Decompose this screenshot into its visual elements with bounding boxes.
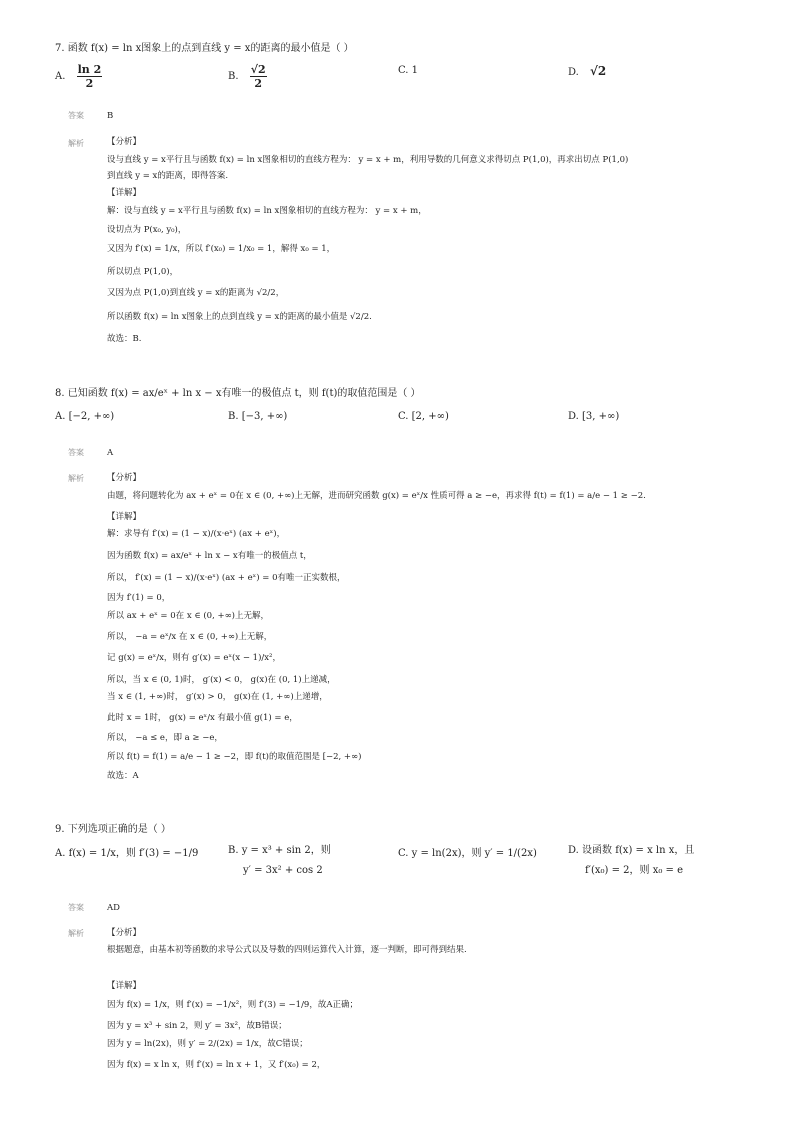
q9-stem: 9. 下列选项正确的是（ ） <box>55 824 171 835</box>
q8-line-12: 当 x ∈ (1, +∞)时， g′(x) > 0， g(x)在 (1, +∞)上递增， <box>107 692 328 702</box>
q9-option-d-line-1: D. 设函数 f(x) = x ln x，且 <box>568 845 695 856</box>
q8-analysis-label: 解析 <box>68 474 84 483</box>
q8-option-d: D. [3, +∞) <box>568 411 620 422</box>
q8-line-13: 此时 x = 1时， g(x) = eˣ/x 有最小值 g(1) = e， <box>107 713 298 723</box>
q9-answer-label: 答案 <box>68 903 84 912</box>
q7-option-b-fraction <box>250 64 267 89</box>
q7-option-b-numerator: √2 <box>250 63 266 76</box>
q7-line-10: 所以函数 f(x) = ln x图象上的点到直线 y = x的距离的最小值是 √2/2. <box>107 312 372 322</box>
q7-option-b-denominator: 2 <box>254 77 262 90</box>
q7-line-2: 设与直线 y = x平行且与函数 f(x) = ln x图象相切的直线方程为： y = x + m，利用导数的几何意义求得切点 P(1,0)，再求出切点 P(1,0) <box>107 155 629 165</box>
q8-answer-label: 答案 <box>68 448 84 457</box>
q8-option-a: A. [−2, +∞) <box>55 411 115 422</box>
q8-line-16: 故选：A <box>107 771 139 781</box>
q8-option-c: C. [2, +∞) <box>398 411 449 422</box>
q7-option-a-numerator: ln 2 <box>77 63 102 76</box>
q9-line-7: 因为 f(x) = x ln x，则 f′(x) = ln x + 1，又 f′(x₀) = 2， <box>107 1060 326 1070</box>
q7-line-9: 又因为点 P(1,0)到直线 y = x的距离为 √2/2， <box>107 288 285 298</box>
q7-answer-label: 答案 <box>68 111 84 120</box>
q8-line-1: 【分析】 <box>107 473 142 483</box>
q8-line-8: 所以 ax + eˣ = 0在 x ∈ (0, +∞)上无解， <box>107 611 269 621</box>
q8-line-10: 记 g(x) = eˣ/x，则有 g′(x) = eˣ(x − 1)/x²， <box>107 653 281 663</box>
q7-line-5: 解：设与直线 y = x平行且与函数 f(x) = ln x图象相切的直线方程为： y = x + m， <box>107 206 427 216</box>
q8-line-14: 所以， −a ≤ e，即 a ≥ −e， <box>107 733 223 743</box>
q8-answer: A <box>107 448 114 458</box>
q9-line-2: 根据题意，由基本初等函数的求导公式以及导数的四则运算代入计算，逐一判断，即可得到结果. <box>107 945 467 955</box>
q7-option-d-label: D. <box>568 67 579 78</box>
q9-line-4: 因为 f(x) = 1/x，则 f′(x) = −1/x²，则 f′(3) = −1/9，故A正确； <box>107 1000 358 1010</box>
q9-line-1: 【分析】 <box>107 928 142 938</box>
q8-line-15: 所以 f(t) = f(1) = a/e − 1 ≥ −2，即 f(t)的取值范围是 [−2, +∞) <box>107 752 362 762</box>
q8-line-5: 因为函数 f(x) = ax/eˣ + ln x − x有唯一的极值点 t， <box>107 551 312 561</box>
q9-option-d-line-2: f′(x₀) = 2，则 x₀ = e <box>585 865 684 876</box>
q9-line-3: 【详解】 <box>107 981 142 991</box>
q7-option-b <box>228 64 268 89</box>
q7-option-a-label: A. <box>55 71 66 82</box>
q8-line-6: 所以， f′(x) = (1 − x)/(x·eˣ) (ax + eˣ) = 0有唯一正实数根， <box>107 573 346 583</box>
q8-line-4: 解：求导有 f′(x) = (1 − x)/(x·eˣ) (ax + eˣ)， <box>107 529 286 539</box>
q9-line-6: 因为 y = ln(2x)，则 y′ = 2/(2x) = 1/x，故C错误； <box>107 1039 308 1049</box>
q7-line-8: 所以切点 P(1,0)， <box>107 267 179 277</box>
q7-option-b-label: B. <box>228 71 239 82</box>
q7-option-d <box>568 64 606 80</box>
q8-line-9: 所以， −a = eˣ/x 在 x ∈ (0, +∞)上无解， <box>107 632 273 642</box>
q7-line-3: 到直线 y = x的距离，即得答案. <box>107 171 229 181</box>
q9-option-b-line-2: y′ = 3x² + cos 2 <box>243 865 323 876</box>
q7-stem: 7. 函数 f(x) = ln x图象上的点到直线 y = x的距离的最小值是（ ） <box>55 43 354 54</box>
q7-line-1: 【分析】 <box>107 137 142 147</box>
q7-analysis-label: 解析 <box>68 139 84 148</box>
q8-line-11: 所以，当 x ∈ (0, 1)时， g′(x) < 0， g(x)在 (0, 1)上递减， <box>107 675 336 685</box>
q9-option-a: A. f(x) = 1/x，则 f′(3) = −1/9 <box>55 848 199 859</box>
q7-line-4: 【详解】 <box>107 188 142 198</box>
q7-option-c: C. 1 <box>398 65 419 76</box>
q7-line-11: 故选：B. <box>107 334 142 344</box>
q7-option-d-value: √2 <box>590 64 607 78</box>
q9-option-b-line-1: B. y = x³ + sin 2，则 <box>228 845 331 856</box>
q9-analysis-label: 解析 <box>68 929 84 938</box>
q7-option-a <box>55 64 103 89</box>
q7-option-a-fraction <box>77 64 103 89</box>
q8-line-3: 【详解】 <box>107 512 142 522</box>
q9-line-5: 因为 y = x³ + sin 2，则 y′ = 3x²，故B错误； <box>107 1021 287 1031</box>
q9-option-c: C. y = ln(2x)，则 y′ = 1/(2x) <box>398 848 537 859</box>
q7-line-6: 设切点为 P(x₀, y₀)， <box>107 225 187 235</box>
q7-answer: B <box>107 111 114 121</box>
q8-line-2: 由题，将问题转化为 ax + eˣ = 0在 x ∈ (0, +∞)上无解，进而研究函数 g(x) = eˣ/x 性质可得 a ≥ −e，再求得 f(t) = f(1) = a/e − 1 ≥ −2. <box>107 491 646 501</box>
q7-line-7: 又因为 f′(x) = 1/x，所以 f′(x₀) = 1/x₀ = 1，解得 x₀ = 1， <box>107 244 336 254</box>
q8-stem: 8. 已知函数 f(x) = ax/eˣ + ln x − x有唯一的极值点 t，则 f(t)的取值范围是（ ） <box>55 388 421 399</box>
q8-option-b: B. [−3, +∞) <box>228 411 288 422</box>
q8-line-7: 因为 f′(1) = 0， <box>107 593 171 603</box>
q9-answer: AD <box>107 903 120 913</box>
q7-option-a-denominator: 2 <box>85 77 94 90</box>
